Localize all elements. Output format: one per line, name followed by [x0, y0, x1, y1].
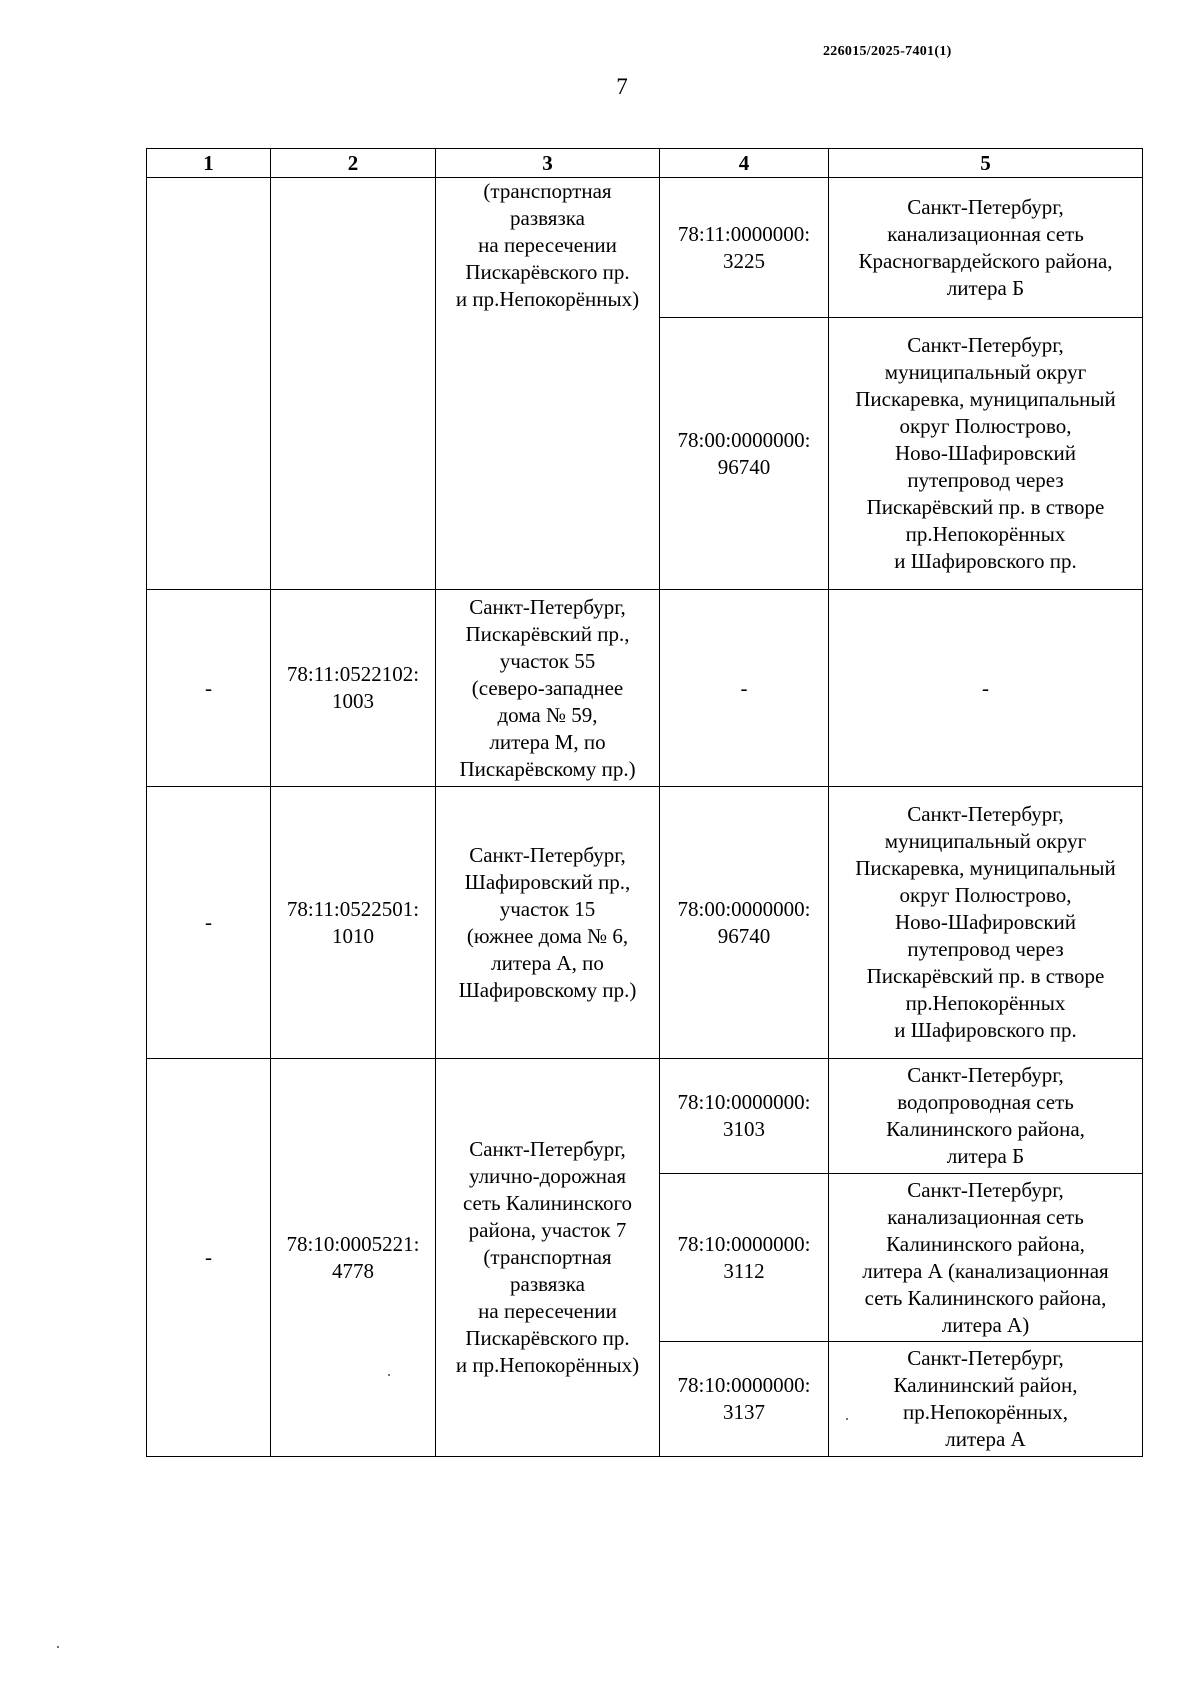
row1-sub1-object: Санкт-Петербург, канализационная сеть Красногвардейского района, литера Б: [829, 178, 1143, 318]
row4-sub2-object: Санкт-Петербург, канализационная сеть Калининского района, литера А (канализационная сеть Калининского района, литера А): [829, 1174, 1143, 1342]
scan-speck: [846, 1418, 848, 1420]
row2-sub1-object: -: [829, 590, 1143, 787]
row4-sub2-cadastral-number: 78:10:0000000: 3112: [660, 1174, 829, 1342]
row2-cadastral-number: 78:11:0522102: 1003: [271, 590, 436, 787]
column-header-3: 3: [436, 149, 660, 178]
row1-location: (транспортная развязка на пересечении Пискарёвского пр. и пр.Непокорённых): [436, 178, 660, 590]
row4-location: Санкт-Петербург, улично-дорожная сеть Калининского района, участок 7 (транспортная развязка на пересечении Пискарёвского пр. и пр.Непокорённых): [436, 1059, 660, 1457]
row2-col1: -: [147, 590, 271, 787]
row1-col1: [147, 178, 271, 590]
row4-col1: -: [147, 1059, 271, 1457]
scan-speck: [57, 1646, 59, 1648]
row2-location: Санкт-Петербург, Пискарёвский пр., участок 55 (северо-западнее дома № 59, литера М, по Пискарёвскому пр.): [436, 590, 660, 787]
row3-col1: -: [147, 787, 271, 1059]
row1-sub2-cadastral-number: 78:00:0000000: 96740: [660, 318, 829, 590]
column-header-2: 2: [271, 149, 436, 178]
row4-sub1-object: Санкт-Петербург, водопроводная сеть Калининского района, литера Б: [829, 1059, 1143, 1174]
row4-cadastral-number: 78:10:0005221: 4778: [271, 1059, 436, 1457]
table-row: [147, 787, 1143, 1059]
row1-sub1-cadastral-number: 78:11:0000000: 3225: [660, 178, 829, 318]
table-row: [147, 1059, 1143, 1174]
row3-sub1-cadastral-number: 78:00:0000000: 96740: [660, 787, 829, 1059]
page-number: 7: [616, 74, 628, 99]
row3-cadastral-number: 78:11:0522501: 1010: [271, 787, 436, 1059]
row3-sub1-object: Санкт-Петербург, муниципальный округ Пискаревка, муниципальный округ Полюстрово, Ново-Шафировский путепровод через Пискарёвский пр. в створе пр.Непокорённых и Шафировского пр.: [829, 787, 1143, 1059]
scan-speck: [388, 1374, 390, 1376]
row1-cadastral-number: [271, 178, 436, 590]
column-header-5: 5: [829, 149, 1143, 178]
row2-sub1-cadastral-number: -: [660, 590, 829, 787]
column-header-4: 4: [660, 149, 829, 178]
row4-sub3-object: Санкт-Петербург, Калининский район, пр.Непокорённых, литера А: [829, 1342, 1143, 1457]
row4-sub3-cadastral-number: 78:10:0000000: 3137: [660, 1342, 829, 1457]
table-header-row: [147, 149, 1143, 178]
row1-sub2-object: Санкт-Петербург, муниципальный округ Пискаревка, муниципальный округ Полюстрово, Ново-Шафировский путепровод через Пискарёвский пр. в створе пр.Непокорённых и Шафировского пр.: [829, 318, 1143, 590]
table-row: [147, 590, 1143, 787]
land-plots-table: [146, 148, 1143, 1457]
table-row: [147, 178, 1143, 318]
document-registration-number: 226015/2025-7401(1): [823, 44, 952, 59]
row4-sub1-cadastral-number: 78:10:0000000: 3103: [660, 1059, 829, 1174]
column-header-1: 1: [147, 149, 271, 178]
row3-location: Санкт-Петербург, Шафировский пр., участок 15 (южнее дома № 6, литера А, по Шафировскому пр.): [436, 787, 660, 1059]
